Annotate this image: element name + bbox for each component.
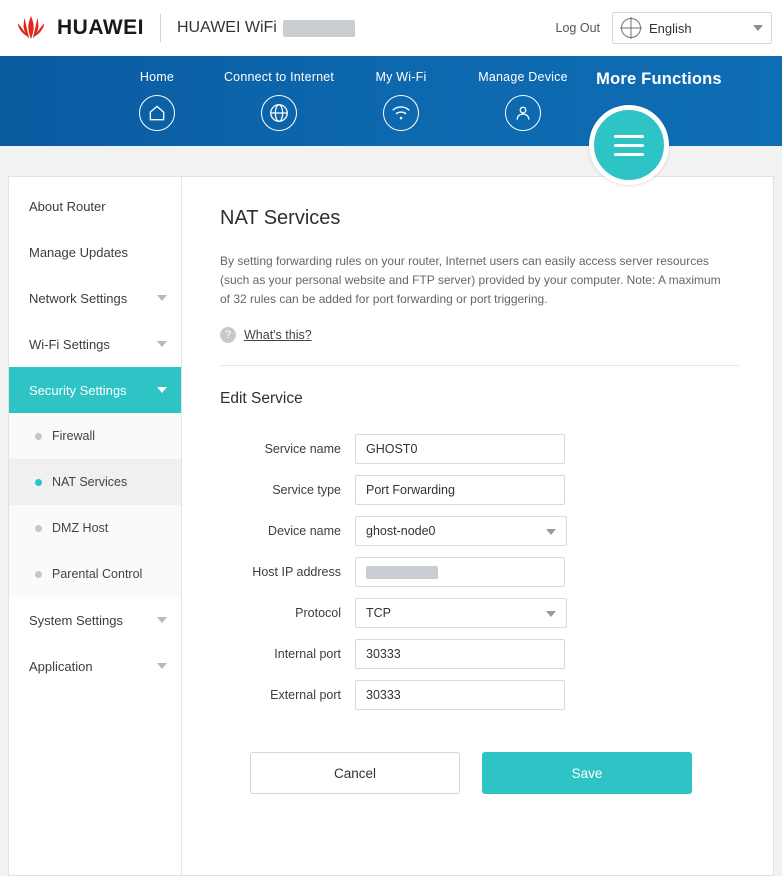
sidebar-item-parental-control[interactable] (9, 551, 181, 597)
page-description: By setting forwarding rules on your router, Internet users can easily access server resources (such as your personal website and FTP server) provided by your computer. Note: A maximum of 32 rules can be added for port forwarding or port triggering. (220, 254, 721, 306)
sidebar-item-firewall[interactable] (9, 413, 181, 459)
nav-item-connect-to-internet[interactable] (218, 56, 340, 131)
external-port-input[interactable]: 30333 (355, 680, 565, 710)
bullet-icon (35, 433, 42, 440)
sidebar-item-label: DMZ Host (52, 521, 109, 535)
brand-name: HUAWEI (57, 16, 144, 39)
sidebar-item-nat-services[interactable] (9, 459, 181, 505)
nav-item-manage-device-label: Manage Device (478, 70, 568, 84)
sidebar (9, 177, 182, 875)
device-title (177, 19, 355, 37)
form-row-service-type (220, 475, 739, 505)
home-icon (139, 95, 175, 131)
hamburger-icon[interactable] (589, 105, 669, 185)
nav-item-my-wifi[interactable] (340, 56, 462, 131)
device-name-select[interactable] (355, 516, 567, 546)
topbar-right (556, 12, 772, 44)
sidebar-item-label: NAT Services (52, 475, 128, 489)
sidebar-item-network-settings[interactable] (9, 275, 181, 321)
chevron-down-icon (157, 295, 167, 301)
question-mark-icon: ? (220, 327, 236, 343)
sidebar-item-label: Application (29, 658, 93, 674)
form-actions (220, 752, 739, 794)
form-row-device-name (220, 516, 739, 546)
device-title-text: HUAWEI WiFi (177, 19, 277, 36)
language-selector[interactable] (612, 12, 772, 44)
sidebar-item-wifi-settings[interactable] (9, 321, 181, 367)
sidebar-item-dmz-host[interactable] (9, 505, 181, 551)
sidebar-item-label: Security Settings (29, 382, 127, 398)
sidebar-item-label: Manage Updates (29, 244, 129, 260)
sidebar-item-label: About Router (29, 198, 106, 214)
content-panel (8, 176, 774, 876)
chevron-down-icon (753, 25, 763, 31)
page-title: NAT Services (220, 207, 341, 229)
host-ip-address-input[interactable] (355, 557, 565, 587)
device-name-value: ghost-node0 (366, 524, 436, 538)
nav-item-home[interactable] (96, 56, 218, 131)
bullet-icon (35, 479, 42, 486)
wifi-icon (383, 95, 419, 131)
chevron-up-icon (157, 387, 167, 393)
language-label: English (649, 20, 692, 36)
hamburger-bar (614, 144, 644, 147)
huawei-flower-icon (14, 15, 48, 41)
protocol-select[interactable] (355, 598, 567, 628)
nav-item-connect-to-internet-label: Connect to Internet (223, 70, 335, 84)
protocol-value: TCP (366, 606, 391, 620)
device-title-redaction (283, 20, 355, 37)
chevron-down-icon (546, 529, 556, 535)
internal-port-input[interactable]: 30333 (355, 639, 565, 669)
service-name-input[interactable]: GHOST0 (355, 434, 565, 464)
main-content (182, 177, 773, 875)
whats-this-link[interactable] (220, 327, 739, 343)
host-ip-address-label: Host IP address (252, 565, 341, 579)
hamburger-bar (614, 153, 644, 156)
form-row-internal-port (220, 639, 739, 669)
nav-item-manage-device[interactable] (462, 56, 584, 131)
form-row-host-ip-address (220, 557, 739, 587)
bullet-icon (35, 525, 42, 532)
nav-item-home-label: Home (139, 70, 175, 84)
hamburger-bar (614, 135, 644, 138)
nav-item-my-wifi-label: My Wi-Fi (375, 70, 427, 84)
chevron-down-icon (546, 611, 556, 617)
chevron-down-icon (157, 341, 167, 347)
form-row-service-name (220, 434, 739, 464)
sidebar-item-about-router[interactable] (9, 183, 181, 229)
section-title: Edit Service (220, 390, 303, 407)
form-row-protocol (220, 598, 739, 628)
page-body (0, 146, 782, 876)
protocol-label: Protocol (295, 606, 341, 620)
huawei-logo (14, 15, 144, 41)
device-name-label: Device name (268, 524, 341, 538)
host-ip-address-redaction (366, 566, 438, 579)
user-icon (505, 95, 541, 131)
section-divider (220, 365, 739, 366)
cancel-button[interactable]: Cancel (250, 752, 460, 794)
nav-item-more-functions-label: More Functions (596, 70, 722, 88)
chevron-down-icon (157, 617, 167, 623)
sidebar-item-label: Firewall (52, 429, 96, 443)
whats-this-label: What's this? (244, 328, 312, 342)
globe-icon (621, 18, 641, 38)
top-bar (0, 0, 782, 56)
sidebar-item-label: Network Settings (29, 290, 128, 306)
service-type-input[interactable]: Port Forwarding (355, 475, 565, 505)
logout-button[interactable]: Log Out (555, 21, 600, 35)
service-type-label: Service type (272, 483, 341, 497)
external-port-label: External port (270, 688, 341, 702)
bullet-icon (35, 571, 42, 578)
sidebar-item-label: Parental Control (52, 567, 143, 581)
edit-service-form (220, 434, 739, 794)
sidebar-item-label: System Settings (29, 612, 123, 628)
globe-icon (261, 95, 297, 131)
chevron-down-icon (157, 663, 167, 669)
internal-port-label: Internal port (274, 647, 341, 661)
nav-item-more-functions[interactable] (584, 56, 734, 89)
sidebar-item-system-settings[interactable] (9, 597, 181, 643)
sidebar-item-manage-updates[interactable] (9, 229, 181, 275)
topbar-divider (160, 14, 161, 42)
save-button[interactable]: Save (482, 752, 692, 794)
form-row-external-port (220, 680, 739, 710)
sidebar-item-security-settings[interactable] (9, 367, 181, 413)
service-name-label: Service name (264, 442, 341, 456)
sidebar-item-label: Wi-Fi Settings (29, 336, 110, 352)
sidebar-item-application[interactable] (9, 643, 181, 689)
